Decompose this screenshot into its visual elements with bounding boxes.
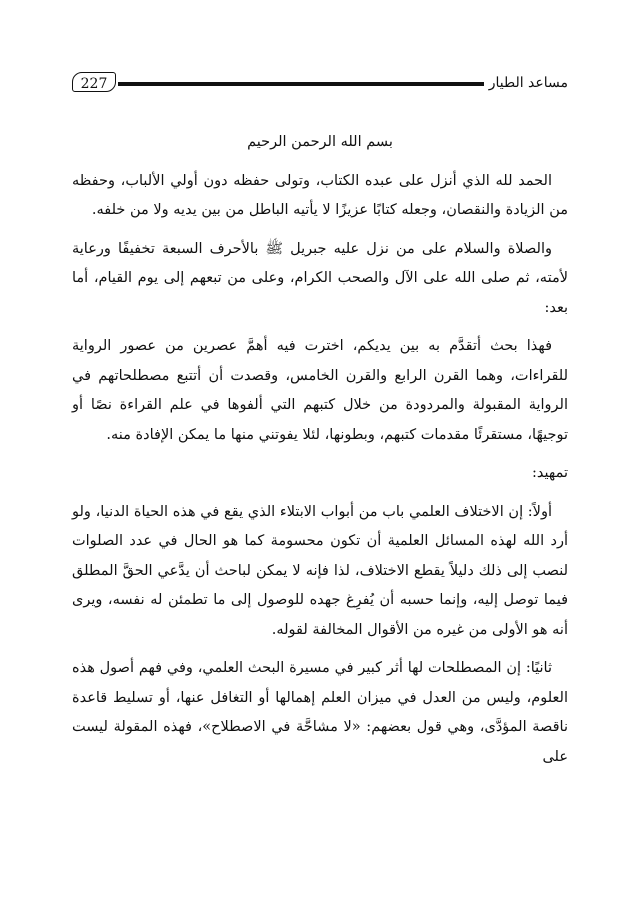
paragraph-praise: الحمد لله الذي أنزل على عبده الكتاب، وتولى حفظه دون أولي الألباب، وحفظه من الزيادة والنقصان، وجعله كتابًا عزيزًا لا يأتيه الباطل من بين يديه ولا من خلفه. — [72, 172, 568, 218]
paragraph-second-point: ثانيًا: إن المصطلحات لها أثر كبير في مسيرة البحث العلمي، وفي فهم أصول هذه العلوم، وليس من العدل في ميزان العلم إهمالها أو التغافل عنها، أو تسليط قاعدة ناقصة المؤدَّى، وهي قول بعضهم: «لا مشاحَّة في الاصطلاح»، فهذه المقولة ليست على — [72, 660, 568, 765]
paragraph-introduction: فهذا بحث أتقدَّم به بين يديكم، اخترت فيه أهمَّ عصرين من عصور الرواية للقراءات، وهما القرن الرابع والقرن الخامس، وقصدت أن أتتبع مصطلحاتهم في الرواية المقبولة والمردودة من خلال كتبهم التي ألفوها في علم القراءة نصًا أو توجيهًا، مستقرئًا مقدمات كتبهم، وبطونها، لئلا يفوتني منها ما يمكن الإفادة منه. — [72, 338, 568, 443]
header-rule — [118, 82, 484, 86]
running-head-author: مساعد الطيار — [488, 75, 568, 91]
page-number: 227 — [80, 76, 108, 92]
page-header — [72, 72, 568, 96]
paragraph-salutation: والصلاة والسلام على من نزل عليه جبريل ﷺ بالأحرف السبعة تخفيفًا ورعاية لأمته، ثم صلى الله على الآل والصحب الكرام، وعلى من تبعهم إلى يوم القيام، أما بعد: — [72, 240, 568, 316]
basmala: بسم الله الرحمن الرحيم — [247, 134, 393, 150]
paragraph-first-point: أولاً: إن الاختلاف العلمي باب من أبواب الابتلاء الذي يقع في هذه الحياة الدنيا، ولو أرد الله لهذه المسائل العلمية أن تكون محسومة كما هو الحال في عدد الصلوات لنصب إلى ذلك دليلاً يقطع الاختلاف، لذا فإنه لا يمكن لباحث أن يدَّعي الحقَّ المطلق فيما توصل إليه، وإنما حسبه أن يُفرِغ جهده للوصول إلى ما تطمئن له نفسه، ويرى أنه هو الأولى من غيره من الأقوال المخالفة لقوله. — [72, 503, 568, 638]
page-number-box — [72, 72, 116, 92]
page-body — [72, 128, 568, 781]
section-heading: تمهيد: — [532, 465, 568, 481]
